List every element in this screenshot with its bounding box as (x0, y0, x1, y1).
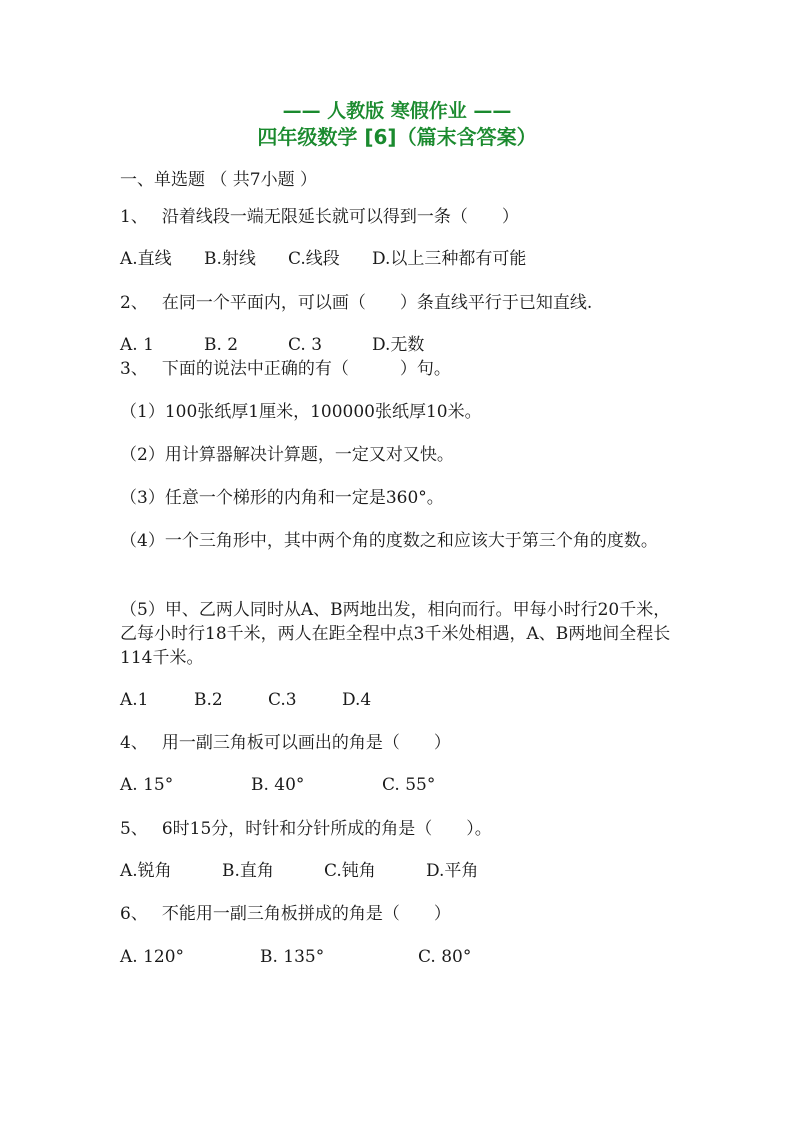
option-d[interactable]: D.无数 (372, 335, 425, 355)
option-d[interactable]: D.4 (342, 690, 372, 710)
statement-1: （1）100张纸厚1厘米，100000张纸厚10米。 (120, 402, 482, 422)
question-5 (120, 817, 685, 841)
option-b[interactable]: B. 2 (204, 335, 239, 355)
option-a[interactable]: A.直线 (120, 249, 172, 269)
question-text: 不能用一副三角板拼成的角是（ ） (161, 904, 451, 924)
option-c[interactable]: C. 55° (382, 775, 436, 795)
option-b[interactable]: B.直角 (222, 861, 274, 881)
option-a[interactable]: A.锐角 (120, 861, 172, 881)
option-b[interactable]: B.2 (194, 690, 223, 710)
question-text: 沿着线段一端无限延长就可以得到一条（ ） (161, 207, 519, 227)
question-4 (120, 731, 685, 755)
option-a[interactable]: A. 120° (120, 947, 185, 967)
option-b[interactable]: B. 40° (251, 775, 305, 795)
option-a[interactable]: A. 1 (120, 335, 154, 355)
question-number: 2、 (120, 293, 148, 313)
option-c[interactable]: C.钝角 (324, 861, 376, 881)
question-number: 1、 (120, 207, 148, 227)
option-a[interactable]: A.1 (120, 690, 149, 710)
question-number: 6、 (120, 904, 148, 924)
option-c[interactable]: C. 80° (418, 947, 472, 967)
option-d[interactable]: D.平角 (426, 861, 479, 881)
statement-4: （4）一个三角形中，其中两个角的度数之和应该大于第三个角的度数。 (120, 531, 658, 551)
question-6 (120, 902, 685, 926)
question-text: 在同一个平面内，可以画（ ）条直线平行于已知直线. (161, 293, 593, 313)
header-title: —— 人教版 寒假作业 —— (282, 100, 512, 122)
option-c[interactable]: C.3 (268, 690, 297, 710)
section-title: 一、单选题 （ 共7小题 ） (120, 170, 318, 190)
question-number: 3、 (120, 359, 148, 379)
question-number: 4、 (120, 733, 148, 753)
header-subtitle: 四年级数学 [6]（篇末含答案） (257, 125, 537, 149)
option-c[interactable]: C.线段 (288, 249, 340, 269)
question-text: 下面的说法中正确的有（ ）句。 (161, 359, 451, 379)
question-3 (120, 357, 685, 381)
question-number: 5、 (120, 819, 148, 839)
statement-3: （3）任意一个梯形的内角和一定是360°。 (120, 488, 444, 508)
statement-5: （5）甲、乙两人同时从A、B两地出发，相向而行。甲每小时行20千米，乙每小时行18千米，两人在距全程中点3千米处相遇，A、B两地间全程长114千米。 (120, 600, 671, 668)
question-text: 用一副三角板可以画出的角是（ ） (161, 733, 451, 753)
option-a[interactable]: A. 15° (120, 775, 174, 795)
question-1 (120, 205, 685, 229)
option-b[interactable]: B. 135° (260, 947, 325, 967)
statement-2: （2）用计算器解决计算题，一定又对又快。 (120, 445, 454, 465)
option-d[interactable]: D.以上三种都有可能 (372, 249, 527, 269)
option-c[interactable]: C. 3 (288, 335, 323, 355)
question-2 (120, 291, 685, 315)
option-b[interactable]: B.射线 (204, 249, 256, 269)
question-text: 6时15分，时针和分针所成的角是（ ）。 (161, 819, 492, 839)
